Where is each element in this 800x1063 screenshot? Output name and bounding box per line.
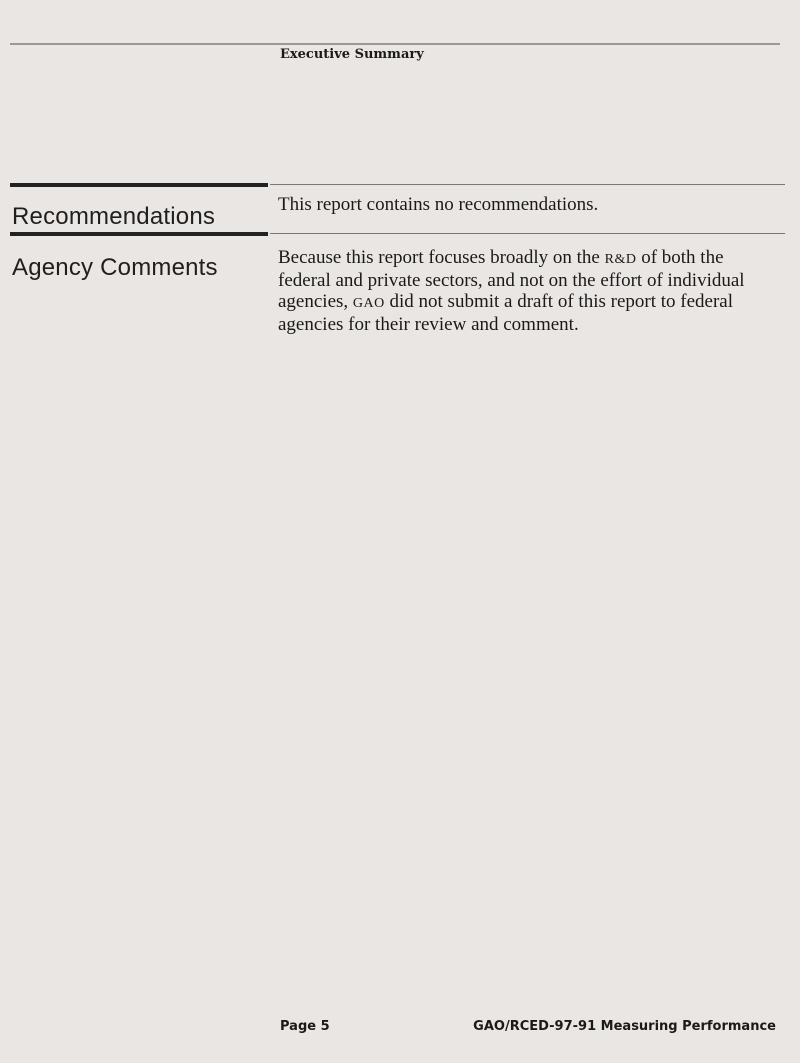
rd-abbreviation: R&D [604, 252, 637, 267]
agency-comments-text-part2: of both the federal and private sectors, and not on the effort of individual agencies, [278, 247, 745, 312]
agency-comments-rule-right [270, 233, 785, 234]
gao-abbreviation: GAO [352, 296, 385, 311]
agency-comments-text-part3: did not submit a draft of this report to federal agencies for their review and comment. [278, 291, 733, 335]
agency-comments-rule-left [10, 232, 268, 236]
header-rule [10, 43, 780, 45]
recommendations-text: This report contains no recommendations. [278, 194, 599, 215]
recommendations-heading: Recommendations [12, 203, 216, 230]
report-identifier: GAO/RCED-97-91 Measuring Performance [473, 1019, 776, 1034]
agency-comments-heading: Agency Comments [12, 254, 218, 281]
recommendations-rule-left [10, 183, 268, 187]
page-header-title: Executive Summary [280, 47, 424, 62]
agency-comments-text [278, 247, 778, 335]
agency-comments-text-part1: Because this report focuses broadly on the [278, 247, 605, 268]
recommendations-rule-right [270, 184, 785, 185]
page-number: Page 5 [280, 1019, 330, 1034]
